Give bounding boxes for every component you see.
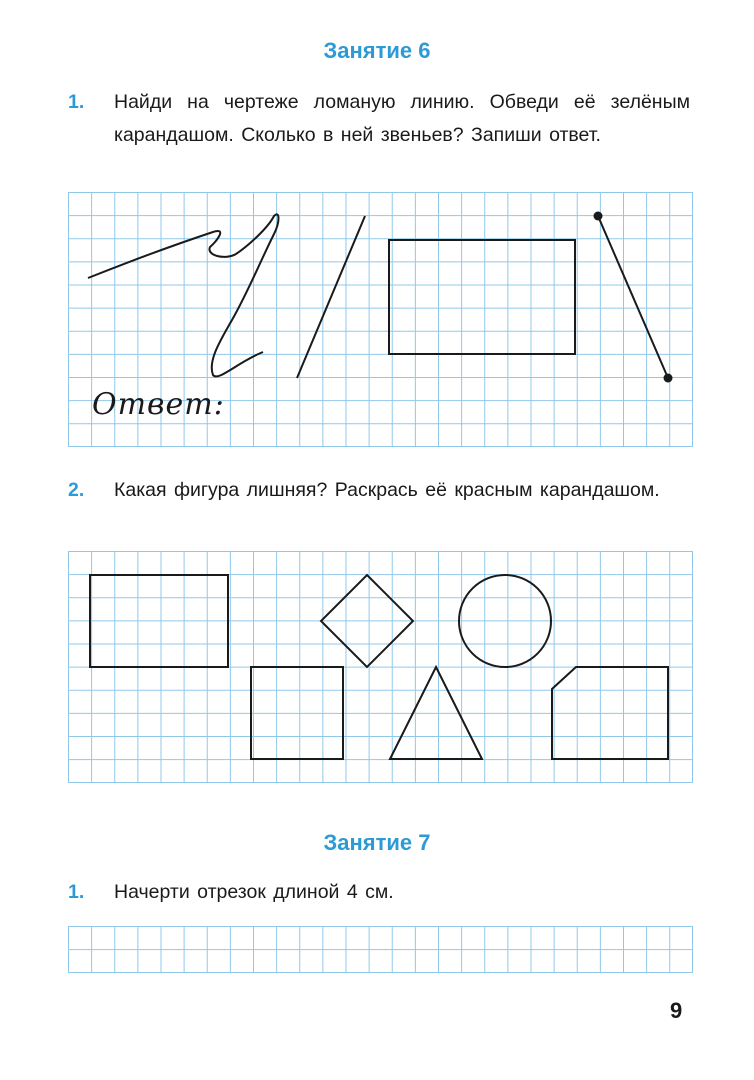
task-2-shapes [68, 551, 694, 784]
segment-with-endpoints [598, 216, 668, 378]
rectangle-shape [90, 575, 228, 667]
lesson-6-title: Занятие 6 [323, 38, 431, 63]
endpoint-dot [594, 212, 603, 221]
task-text: Какая фигура лишняя? Раскрась её красным карандашом. [114, 479, 660, 501]
answer-label: Ответ: [92, 387, 225, 422]
circle-shape [459, 575, 551, 667]
curved-line [88, 214, 279, 376]
grid-area-task-2[interactable] [68, 551, 693, 783]
task-text: Начерти отрезок длиной 4 см. [114, 881, 394, 903]
pentagon-shape [552, 667, 668, 759]
task-number: 1. [68, 91, 85, 113]
lesson-7-task-1 [68, 876, 690, 912]
lesson-6-task-2 [68, 474, 690, 544]
lesson-7-title: Занятие 7 [323, 830, 431, 855]
grid-area-lesson-7[interactable] [68, 926, 693, 973]
rhombus-shape [321, 575, 413, 667]
rectangle [389, 240, 575, 354]
page-number: 9 [670, 998, 683, 1023]
straight-segment [297, 216, 365, 378]
lesson-6-task-1 [68, 86, 690, 186]
task-text: Найди на чертеже ломаную линию. Обведи её зелёным карандашом. Сколько в ней звеньев? Запиши ответ. [114, 91, 690, 146]
square-shape [251, 667, 343, 759]
grid-area-task-1[interactable] [68, 192, 693, 447]
triangle-shape [390, 667, 482, 759]
task-number: 2. [68, 479, 85, 501]
endpoint-dot [664, 374, 673, 383]
task-number: 1. [68, 881, 85, 903]
